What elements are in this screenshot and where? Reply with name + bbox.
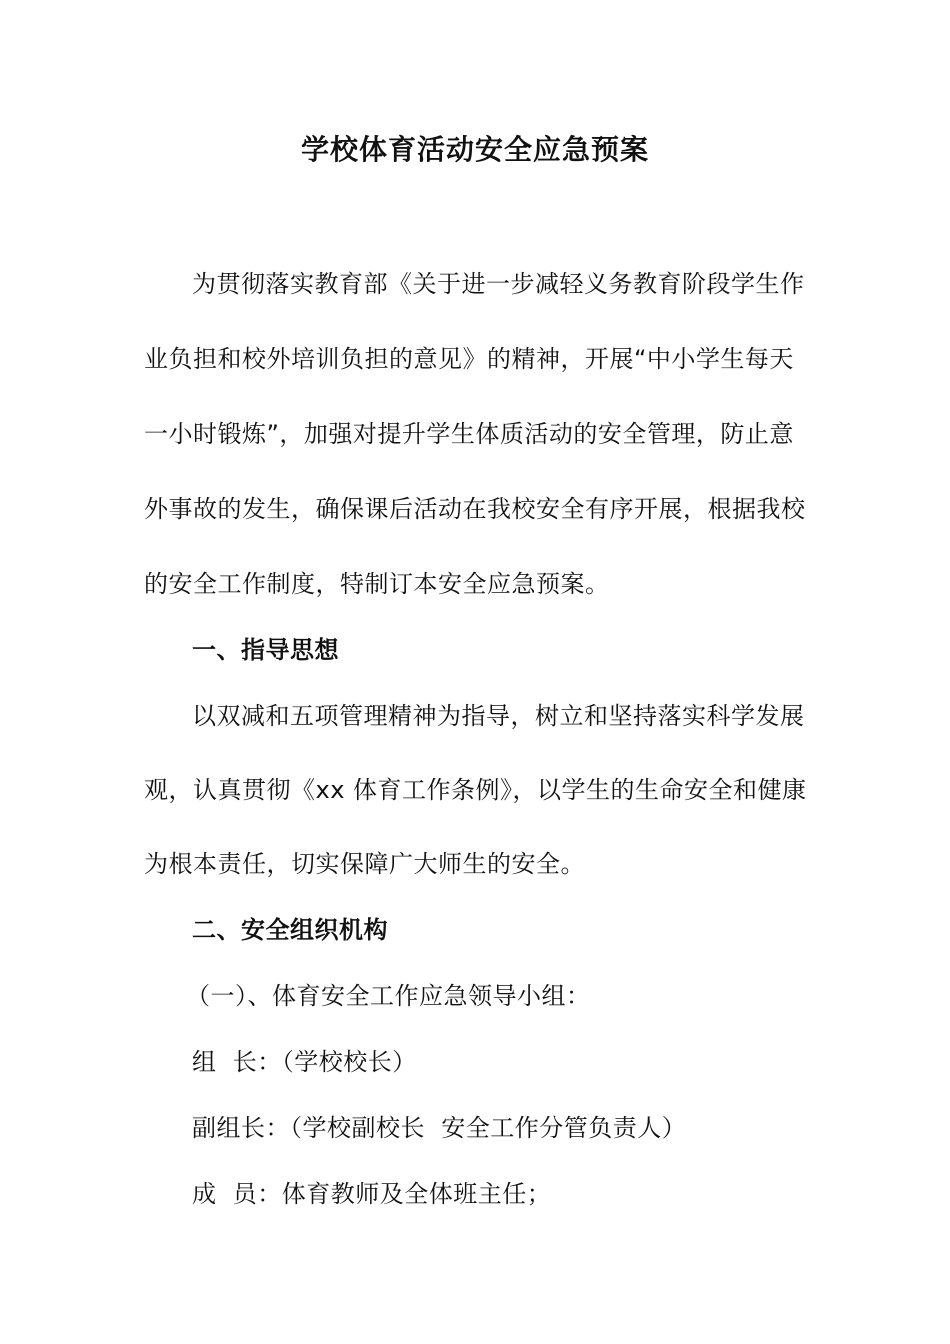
group-leader-line: 组 长：（学校校长） (192, 1048, 417, 1076)
intro-line-4: 外事故的发生，确保课后活动在我校安全有序开展，根据我校 (144, 495, 806, 523)
deputy-leader-line: 副组长：（学校副校长 安全工作分管负责人） (192, 1114, 687, 1142)
intro-line-1: 为贯彻落实教育部《关于进一步减轻义务教育阶段学生作 (192, 270, 805, 298)
intro-line-5: 的安全工作制度，特制订本安全应急预案。 (144, 570, 610, 598)
section-heading-organization: 二、安全组织机构 (192, 916, 388, 944)
section1-line-2: 观，认真贯彻《xx 体育工作条例》，以学生的生命安全和健康 (144, 776, 807, 804)
section-heading-guiding-thought: 一、指导思想 (192, 636, 339, 664)
subsection-heading-leadership-group: （一）、体育安全工作应急领导小组： (186, 982, 591, 1010)
members-line: 成 员：体育教师及全体班主任； (192, 1180, 552, 1208)
intro-line-2: 业负担和校外培训负担的意见》的精神，开展“中小学生每天 (144, 345, 794, 373)
intro-line-3: 一小时锻炼”，加强对提升学生体质活动的安全管理，防止意 (144, 420, 794, 448)
section1-line-3: 为根本责任，切实保障广大师生的安全。 (144, 850, 585, 878)
section1-line-1: 以双减和五项管理精神为指导，树立和坚持落实科学发展 (192, 702, 805, 730)
document-title: 学校体育活动安全应急预案 (300, 133, 649, 166)
